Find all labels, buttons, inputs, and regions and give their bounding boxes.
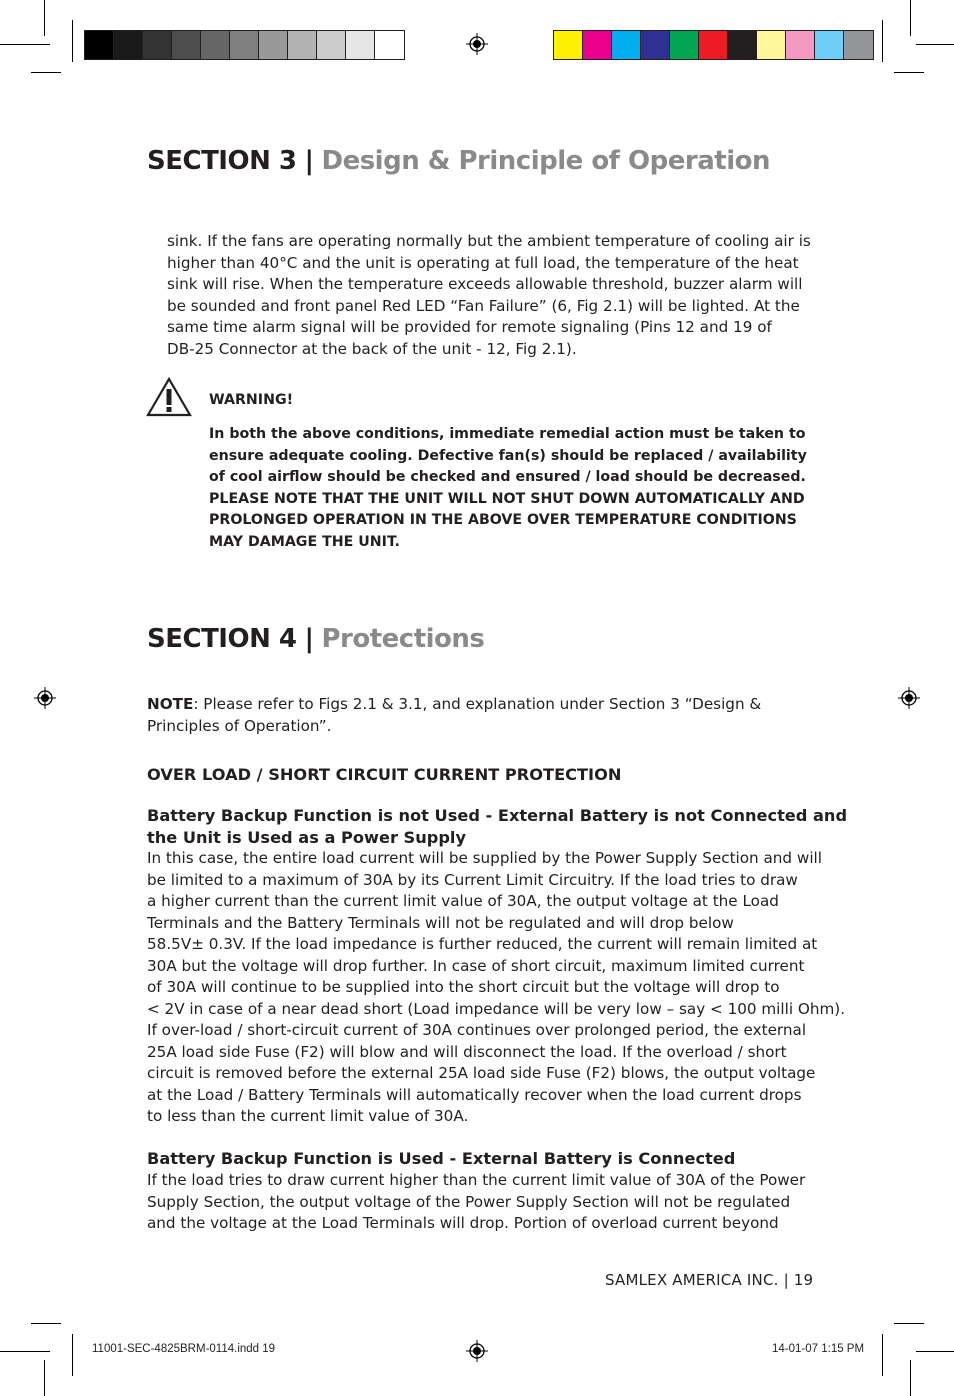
color-swatch [554, 31, 583, 59]
color-swatch [641, 31, 670, 59]
note-label: NOTE [147, 695, 194, 713]
note-paragraph [147, 694, 761, 737]
paragraph-line: If over-load / short-circuit current of 30A continues over prolonged period, the external [147, 1021, 807, 1039]
page-footer: SAMLEX AMERICA INC. | 19 [605, 1271, 814, 1289]
paragraph-line: be limited to a maximum of 30A by its Current Limit Circuitry. If the load tries to draw [147, 870, 798, 889]
color-swatch [172, 31, 201, 59]
paragraph-line: sink. If the fans are operating normally but the ambient temperature of cooling air is [167, 232, 811, 250]
section-name: Protections [321, 624, 485, 654]
crop-mark [882, 20, 883, 62]
crop-mark [72, 20, 73, 62]
warning-line: ensure adequate cooling. Defective fan(s) should be replaced / availability [209, 447, 807, 464]
note-text: : Please refer to Figs 2.1 & 3.1, and explanation under Section 3 “Design & [193, 695, 762, 713]
heading-line: Battery Backup Function is not Used - External Battery is not Connected and [147, 806, 848, 825]
protection-heading: OVER LOAD / SHORT CIRCUIT CURRENT PROTECTION [147, 765, 622, 784]
paragraph-line: 25A load side Fuse (F2) will blow and will disconnect the load. If the overload / short [147, 1042, 787, 1061]
subsection-2-body [147, 1170, 805, 1235]
crop-mark [916, 44, 954, 45]
paragraph-line: If the load tries to draw current higher than the current limit value of 30A of the Power [147, 1171, 806, 1189]
heading-line: the Unit is Used as a Power Supply [147, 827, 467, 847]
paragraph-line: and the voltage at the Load Terminals will drop. Portion of overload current beyond [147, 1214, 779, 1232]
section-separator: | [304, 624, 314, 654]
process-color-bar [553, 30, 874, 60]
color-swatch [346, 31, 375, 59]
color-swatch [670, 31, 699, 59]
color-swatch [786, 31, 815, 59]
warning-body [209, 424, 807, 553]
paragraph-line: be sounded and front panel Red LED “Fan Failure” (6, Fig 2.1) will be lighted. At the [167, 296, 800, 315]
slug-timestamp: 14-01-07 1:15 PM [772, 1343, 865, 1355]
warning-line: PLEASE NOTE THAT THE UNIT WILL NOT SHUT DOWN AUTOMATICALLY AND [209, 490, 805, 507]
warning-line: In both the above conditions, immediate remedial action must be taken to [209, 426, 806, 442]
intro-paragraph [167, 231, 811, 360]
section-4-title [147, 624, 484, 654]
paragraph-line: In this case, the entire load current will be supplied by the Power Supply Section and will [147, 849, 822, 867]
section-3-title [147, 146, 770, 176]
crop-mark [916, 1351, 954, 1352]
paragraph-line: of 30A will continue to be supplied into the short circuit but the voltage will drop to [147, 978, 780, 996]
crop-mark [44, 0, 45, 36]
paragraph-line: < 2V in case of a near dead short (Load impedance will be very low – say < 100 milli Ohm). [147, 999, 846, 1018]
registration-mark-icon [466, 33, 488, 55]
color-swatch [259, 31, 288, 59]
warning-triangle-icon [146, 377, 192, 417]
color-swatch [143, 31, 172, 59]
color-swatch [583, 31, 612, 59]
paragraph-line: Supply Section, the output voltage of the Power Supply Section will not be regulated [147, 1192, 791, 1211]
paragraph-line: at the Load / Battery Terminals will automatically recover when the load current drops [147, 1085, 802, 1104]
registration-mark-icon [898, 687, 920, 709]
color-swatch [844, 31, 873, 59]
color-swatch [85, 31, 114, 59]
color-swatch [728, 31, 757, 59]
crop-mark [31, 72, 61, 73]
paragraph-line: circuit is removed before the external 25A load side Fuse (F2) blows, the output voltage [147, 1064, 816, 1082]
color-swatch [230, 31, 259, 59]
paragraph-line: DB-25 Connector at the back of the unit - 12, Fig 2.1). [167, 339, 577, 358]
crop-mark [31, 1323, 61, 1324]
paragraph-line: a higher current than the current limit value of 30A, the output voltage at the Load [147, 892, 779, 910]
crop-mark [910, 1360, 911, 1396]
section-number: SECTION 3 [147, 146, 297, 176]
crop-mark [0, 1351, 50, 1352]
paragraph-line: sink will rise. When the temperature exceeds allowable threshold, buzzer alarm will [167, 275, 803, 293]
warning-line: of cool airflow should be checked and ensured / load should be decreased. [209, 469, 806, 485]
color-swatch [201, 31, 230, 59]
color-swatch [612, 31, 641, 59]
registration-mark-icon [466, 1340, 488, 1362]
grayscale-color-bar [84, 30, 405, 60]
warning-line: MAY DAMAGE THE UNIT. [209, 533, 400, 550]
crop-mark [44, 1360, 45, 1396]
paragraph-line: to less than the current limit value of 30A. [147, 1107, 469, 1125]
note-line [147, 694, 761, 716]
crop-mark [882, 1334, 883, 1376]
registration-mark-icon [34, 687, 56, 709]
crop-mark [72, 1334, 73, 1376]
color-swatch [815, 31, 844, 59]
crop-mark [0, 44, 50, 45]
subsection-2-heading: Battery Backup Function is Used - External Battery is Connected [147, 1149, 736, 1168]
crop-mark [910, 0, 911, 36]
subsection-1-heading [147, 805, 847, 848]
color-swatch [114, 31, 143, 59]
warning-line: PROLONGED OPERATION IN THE ABOVE OVER TEMPERATURE CONDITIONS [209, 512, 797, 528]
color-swatch [699, 31, 728, 59]
crop-mark [894, 72, 924, 73]
paragraph-line: same time alarm signal will be provided for remote signaling (Pins 12 and 19 of [167, 318, 772, 336]
color-swatch [317, 31, 346, 59]
section-number: SECTION 4 [147, 624, 297, 654]
color-swatch [375, 31, 404, 59]
paragraph-line: 30A but the voltage will drop further. In case of short circuit, maximum limited current [147, 956, 805, 975]
section-separator: | [304, 146, 314, 176]
crop-mark [894, 1323, 924, 1324]
section-name: Design & Principle of Operation [321, 146, 770, 176]
warning-title: WARNING! [209, 392, 294, 408]
slug-file-name: 11001-SEC-4825BRM-0114.indd 19 [92, 1343, 276, 1355]
paragraph-line: 58.5V± 0.3V. If the load impedance is further reduced, the current will remain limited at [147, 935, 818, 953]
paragraph-line: Terminals and the Battery Terminals will not be regulated and will drop below [147, 913, 734, 932]
subsection-1-body [147, 848, 845, 1128]
color-swatch [757, 31, 786, 59]
color-swatch [288, 31, 317, 59]
note-line: Principles of Operation”. [147, 716, 332, 735]
paragraph-line: higher than 40°C and the unit is operating at full load, the temperature of the heat [167, 253, 799, 272]
